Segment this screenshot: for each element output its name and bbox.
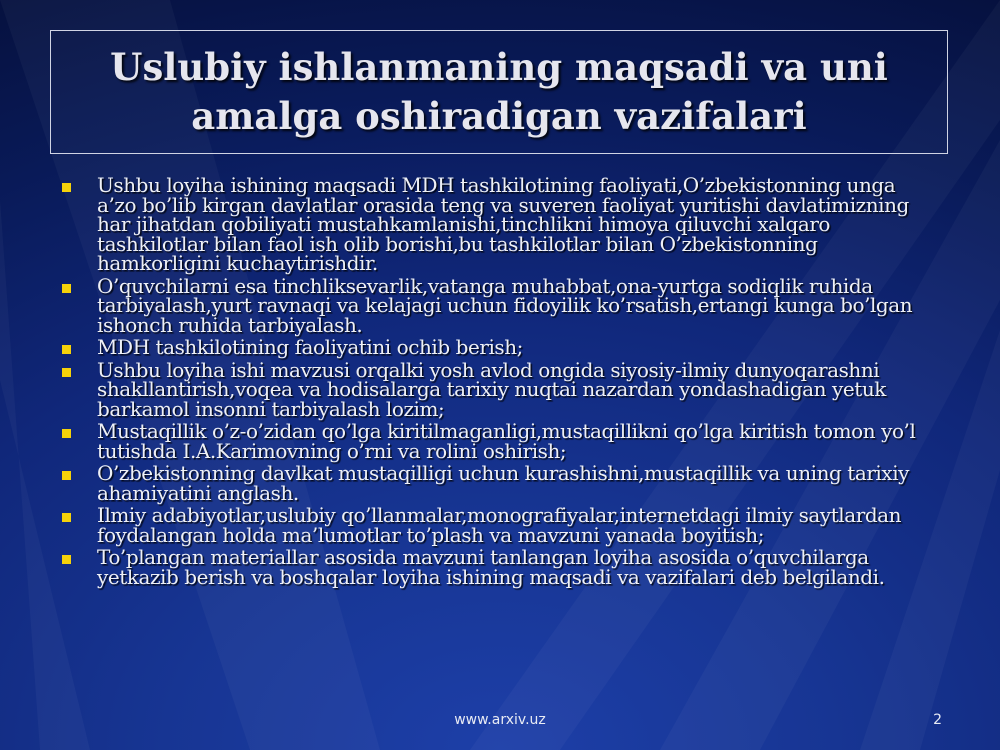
- bullet-item: [62, 503, 932, 547]
- bullet-item: [62, 545, 932, 589]
- bullet-text: O’zbekistonning davlkat mustaqilligi uchun kurashishni,mustaqillik va uning tarixiy ahamiyatini anglash.: [97, 461, 910, 505]
- square-bullet-icon: [62, 368, 71, 377]
- bullet-text: O’quvchilarni esa tinchliksevarlik,vatanga muhabbat,ona-yurtga sodiqlik ruhida tarbiyalash,yurt ravnaqi va kelajagi uchun fidoyilik ko’rsatish,ertangi kunga bo’lgan ishonch ruhida tarbiyalash.: [97, 273, 913, 337]
- square-bullet-icon: [62, 429, 71, 438]
- bullet-item: [62, 273, 932, 337]
- bullet-item: [62, 335, 932, 359]
- square-bullet-icon: [62, 284, 71, 293]
- bullet-item: [62, 419, 932, 463]
- bullet-item: [62, 461, 932, 505]
- footer-url: www.arxiv.uz: [454, 712, 546, 728]
- square-bullet-icon: [62, 345, 71, 354]
- bullet-text: Mustaqillik o’z-o’zidan qo’lga kiritilmaganligi,mustaqillikni qo’lga kiritish tomon yo’l tutishda I.A.Karimovning o’rni va rolini oshirish;: [97, 419, 916, 463]
- bullet-text: To’plangan materiallar asosida mavzuni tanlangan loyiha asosida o’quvchilarga yetkazib berish va boshqalar loyiha ishining maqsadi va vazifalari deb belgilandi.: [97, 545, 885, 589]
- square-bullet-icon: [62, 513, 71, 522]
- page-number: 2: [933, 712, 942, 728]
- bullet-text: MDH tashkilotining faoliyatini ochib berish;: [97, 335, 523, 359]
- bullet-item: [62, 173, 932, 275]
- slide-title: Uslubiy ishlanmaning maqsadi va uni amalga oshiradigan vazifalari: [110, 45, 888, 138]
- square-bullet-icon: [62, 183, 71, 192]
- square-bullet-icon: [62, 471, 71, 480]
- title-box: [50, 30, 948, 154]
- bullet-text: Ushbu loyiha ishining maqsadi MDH tashkilotining faoliyati,O’zbekistonning unga a’zo bo’lib kirgan davlatlar orasida teng va suveren faoliyat yuritishi davlatimizning har jihatdan qobiliyati mustahkamlanishi,tinchlikni himoya qiluvchi xalqaro tashkilotlar bilan faol ish olib borishi,bu tashkilotlar bilan O’zbekistonning hamkorligini kuchaytirishdir.: [97, 173, 909, 275]
- square-bullet-icon: [62, 555, 71, 564]
- bullet-text: Ilmiy adabiyotlar,uslubiy qo’llanmalar,monografiyalar,internetdagi ilmiy saytlardan foydalangan holda ma’lumotlar to’plash va mavzuni yanada boyitish;: [97, 503, 902, 547]
- bullet-text: Ushbu loyiha ishi mavzusi orqalki yosh avlod ongida siyosiy-ilmiy dunyoqarashni shakllantirish,voqea va hodisalarga tarixiy nuqtai nazardan yondashadigan yetuk barkamol insonni tarbiyalash lozim;: [97, 357, 886, 421]
- bullet-list: [62, 173, 932, 590]
- bullet-item: [62, 357, 932, 421]
